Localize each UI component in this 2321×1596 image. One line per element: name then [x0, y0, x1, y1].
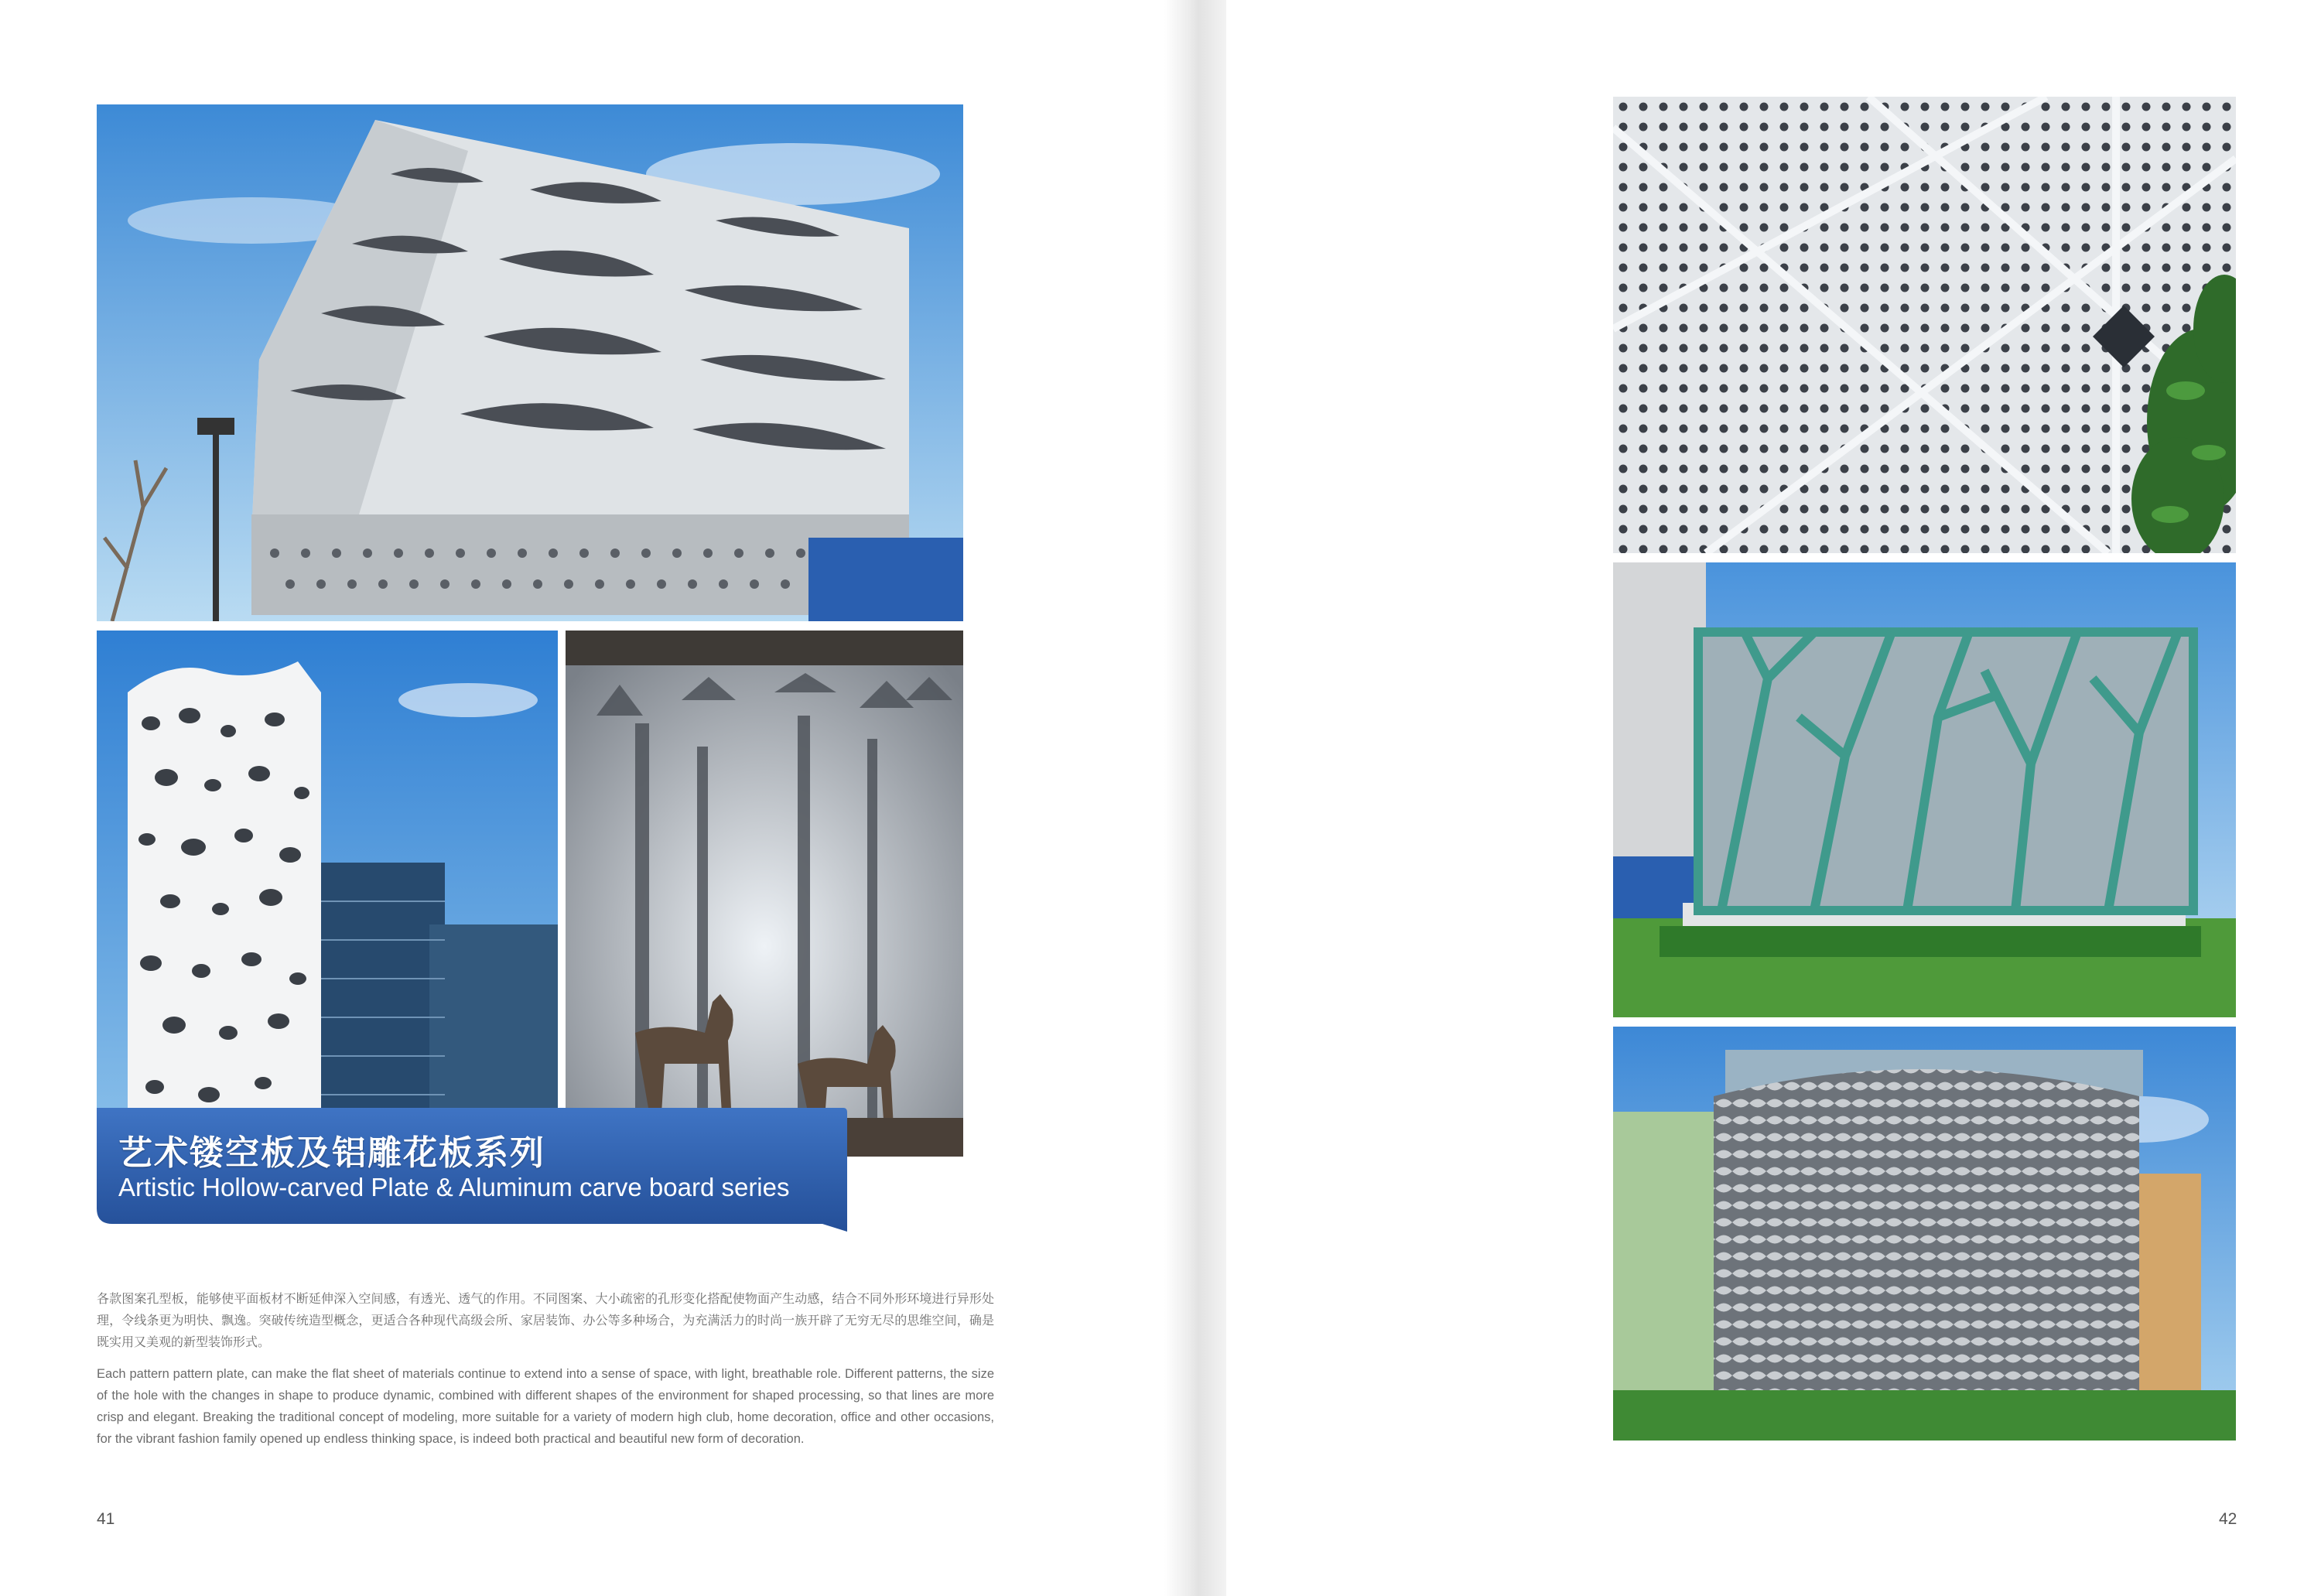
title-banner — [97, 1108, 847, 1232]
page-number-right: 42 — [2219, 1510, 2237, 1528]
series-title-english: Artistic Hollow-carved Plate & Aluminum carve board series — [118, 1173, 790, 1201]
book-gutter — [1164, 0, 1226, 1596]
description-chinese: 各款图案孔型板，能够使平面板材不断延伸深入空间感，有透光、透气的作用。不同图案、大小疏密的孔形变化搭配使物面产生动感，结合不同外形环境进行异形处理，令线条更为明快、飘逸。突破传统造型概念，更适合各种现代高级会所、家居装饰、办公等多种场合，为充满活力的时尚一族开辟了无穷无尽的思维空间，确是既实用又美观的新型装饰形式。 — [97, 1291, 994, 1349]
right-page — [1226, 0, 2321, 1596]
photo-deer-forest-panel — [566, 631, 963, 1157]
photo-round-lace-building — [1613, 1027, 2236, 1441]
photo-perforated-tower — [97, 631, 558, 1157]
photo-perforated-panel-closeup — [1613, 97, 2236, 553]
page-number-left: 41 — [97, 1510, 115, 1528]
photo-green-branch-screen — [1613, 562, 2236, 1017]
series-title-chinese: 艺术镂空板及铝雕花板系列 — [118, 1133, 545, 1173]
photo-wave-facade-building — [97, 104, 963, 621]
description-english: Each pattern pattern plate, can make the flat sheet of materials continue to extend into a sense of space, with light, breathable role. Different patterns, the size of the hole with the changes in shape to produce dynamic, combined with different shapes of the environment for shaped processing, so that lines are more crisp and elegant. Breaking the traditional concept of modeling, more suitable for a variety of modern high club, home decoration, office and other occasions, for the vibrant fashion family opened up endless thinking space, is indeed both practical and beautiful new form of decoration. — [97, 1367, 994, 1446]
